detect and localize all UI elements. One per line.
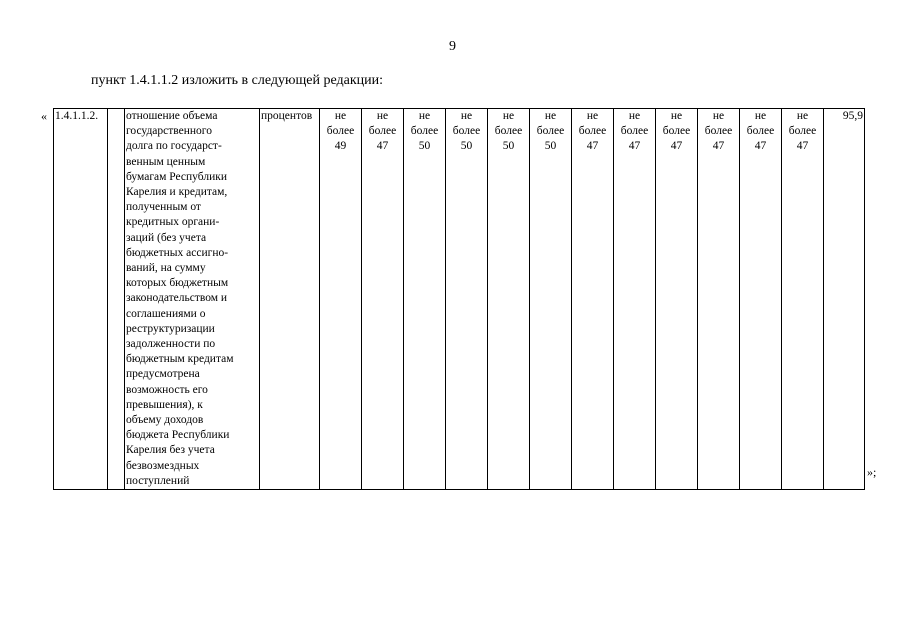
value-prefix: не bbox=[796, 110, 809, 122]
value-number: 47 bbox=[796, 140, 809, 153]
indicator-name-line: превышения), к bbox=[126, 398, 203, 411]
value-cell bbox=[530, 109, 572, 490]
value-qualifier: более bbox=[746, 125, 775, 138]
indicator-name-line: венным ценным bbox=[126, 155, 206, 168]
indicator-name-line: долга по государст- bbox=[126, 140, 222, 153]
opening-quote: « bbox=[41, 109, 47, 123]
indicator-name-line: бюджета Республики bbox=[126, 429, 230, 442]
indicator-name-line: соглашениями о bbox=[126, 307, 206, 320]
value-prefix: не bbox=[670, 110, 683, 122]
value-number: 50 bbox=[418, 140, 431, 153]
value-prefix: не bbox=[460, 110, 473, 122]
value-qualifier: более bbox=[326, 125, 355, 138]
closing-quote: »; bbox=[867, 465, 877, 479]
value-prefix: не bbox=[586, 110, 599, 122]
empty-cell bbox=[108, 109, 125, 490]
indicator-name-line: законодательством и bbox=[126, 292, 228, 305]
indicator-name-line: предусмотрена bbox=[126, 368, 200, 381]
item-code: 1.4.1.1.2. bbox=[55, 110, 99, 122]
value-prefix: не bbox=[712, 110, 725, 122]
value-cell bbox=[320, 109, 362, 490]
indicator-name-line: заций (без учета bbox=[126, 231, 207, 244]
amendment-intro: пункт 1.4.1.1.2 изложить в следующей редакции: bbox=[91, 73, 383, 88]
value-qualifier: более bbox=[410, 125, 439, 138]
value-number: 47 bbox=[712, 140, 725, 153]
value-cell bbox=[740, 109, 782, 490]
value-prefix: не bbox=[628, 110, 641, 122]
value-cell bbox=[698, 109, 740, 490]
value-prefix: не bbox=[502, 110, 515, 122]
value-qualifier: более bbox=[788, 125, 817, 138]
indicator-name-line: задолженности по bbox=[126, 338, 216, 351]
table-row bbox=[54, 109, 865, 490]
value-prefix: не bbox=[376, 110, 389, 122]
value-qualifier: более bbox=[578, 125, 607, 138]
value-qualifier: более bbox=[620, 125, 649, 138]
value-qualifier: более bbox=[704, 125, 733, 138]
value-prefix: не bbox=[544, 110, 557, 122]
indicator-name-cell bbox=[125, 109, 260, 490]
value-qualifier: более bbox=[536, 125, 565, 138]
value-cell bbox=[782, 109, 824, 490]
value-prefix: не bbox=[334, 110, 347, 122]
value-prefix: не bbox=[754, 110, 767, 122]
item-code-cell bbox=[54, 109, 108, 490]
unit-label: процентов bbox=[261, 110, 313, 122]
value-cell bbox=[404, 109, 446, 490]
indicator-name-line: ваний, на сумму bbox=[126, 262, 206, 275]
indicator-name-line: бюджетных ассигно- bbox=[126, 246, 229, 259]
final-value-cell bbox=[824, 109, 865, 490]
value-number: 47 bbox=[376, 140, 389, 153]
value-cell bbox=[656, 109, 698, 490]
value-number: 49 bbox=[334, 140, 347, 153]
value-cell bbox=[488, 109, 530, 490]
value-prefix: не bbox=[418, 110, 431, 122]
value-qualifier: более bbox=[662, 125, 691, 138]
indicator-name-line: кредитных органи- bbox=[126, 216, 220, 229]
value-cell bbox=[572, 109, 614, 490]
indicator-name-line: возможность его bbox=[126, 383, 208, 396]
indicator-name-line: Карелия без учета bbox=[126, 444, 215, 457]
indicator-name-line: государственного bbox=[126, 125, 212, 138]
value-cell bbox=[362, 109, 404, 490]
value-number: 50 bbox=[544, 140, 557, 153]
value-number: 50 bbox=[502, 140, 515, 153]
unit-cell bbox=[260, 109, 320, 490]
value-qualifier: более bbox=[452, 125, 481, 138]
value-number: 47 bbox=[670, 140, 683, 153]
amendment-table bbox=[53, 108, 865, 490]
indicator-name-line: бумагам Республики bbox=[126, 170, 227, 183]
final-value: 95,9 bbox=[842, 110, 863, 122]
indicator-name-line: безвозмездных bbox=[126, 459, 200, 472]
value-cell bbox=[446, 109, 488, 490]
page-number: 9 bbox=[449, 39, 456, 54]
indicator-name-line: объему доходов bbox=[126, 414, 204, 427]
value-number: 47 bbox=[628, 140, 641, 153]
value-qualifier: более bbox=[368, 125, 397, 138]
value-number: 47 bbox=[586, 140, 599, 153]
value-number: 47 bbox=[754, 140, 767, 153]
indicator-name-line: реструктуризации bbox=[126, 322, 215, 335]
indicator-name-line: отношение объема bbox=[126, 110, 218, 122]
indicator-name-line: бюджетным кредитам bbox=[126, 353, 234, 366]
indicator-name-line: Карелия и кредитам, bbox=[126, 186, 228, 199]
value-qualifier: более bbox=[494, 125, 523, 138]
indicator-name-line: поступлений bbox=[126, 474, 190, 487]
indicator-name-line: полученным от bbox=[126, 201, 201, 214]
value-cell bbox=[614, 109, 656, 490]
indicator-name-line: которых бюджетным bbox=[126, 277, 229, 290]
value-number: 50 bbox=[460, 140, 473, 153]
